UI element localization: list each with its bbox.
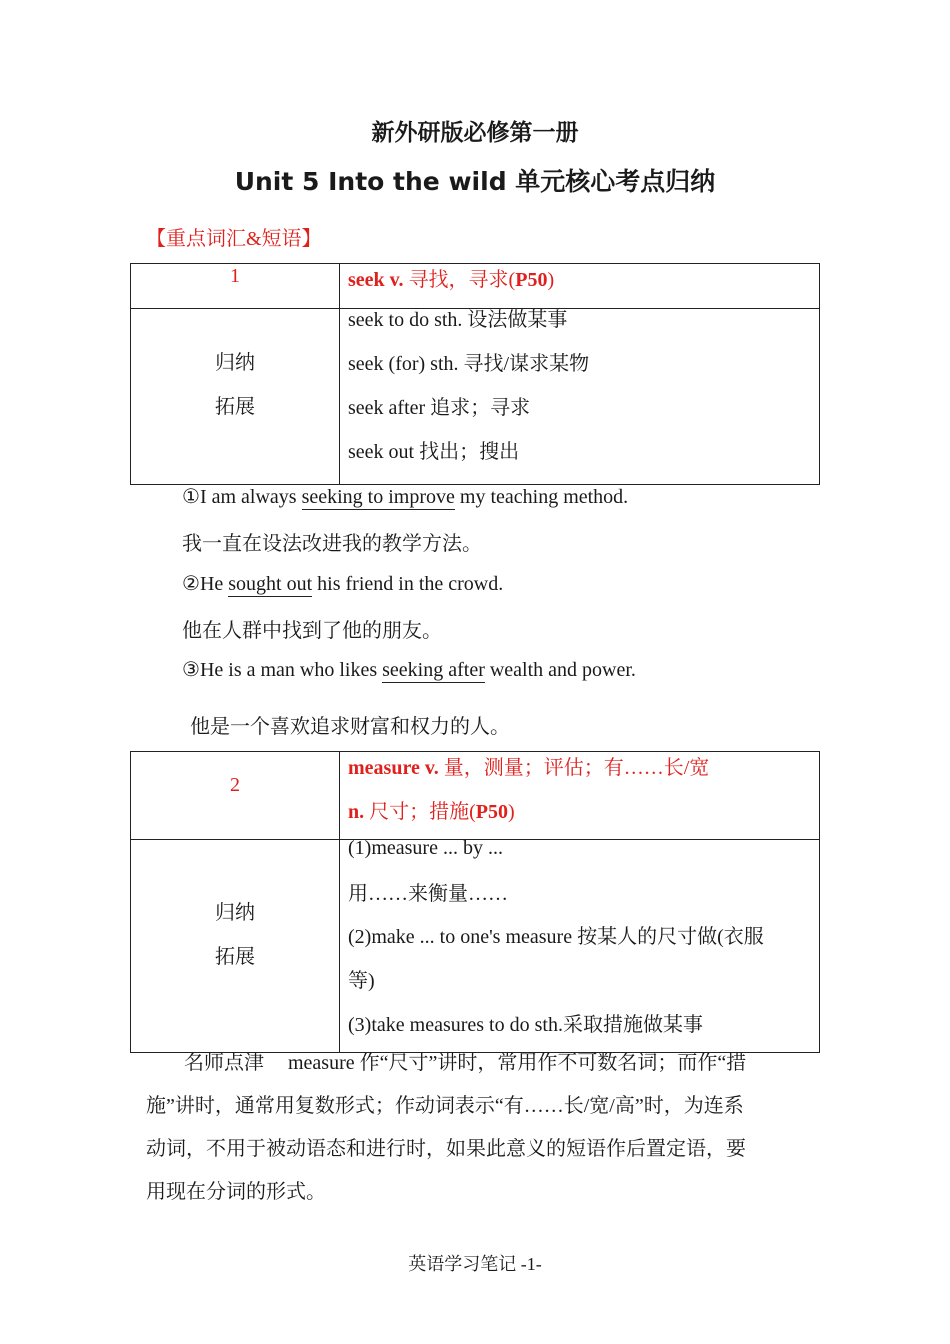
entry-number: 2 xyxy=(230,774,240,796)
example-sentence xyxy=(182,571,503,597)
headword: seek v. xyxy=(348,269,409,291)
example-translation: 他在人群中找到了他的朋友。 xyxy=(182,620,442,642)
page-footer: 英语学习笔记 -1- xyxy=(408,1254,542,1274)
headword-meaning: 寻找，寻求( xyxy=(408,269,516,291)
example-text: wealth and power. xyxy=(484,659,636,681)
page-ref-close: ) xyxy=(547,269,555,291)
document-title: 新外研版必修第一册 xyxy=(371,120,579,146)
underlined-phrase: sought out xyxy=(228,573,313,595)
entry-number: 1 xyxy=(230,265,240,287)
headword-meaning: 量，测量；评估；有……长/宽 xyxy=(443,757,710,779)
underlined-phrase: seeking after xyxy=(382,659,485,681)
headword-noun: n. xyxy=(348,801,370,823)
example-text: He xyxy=(199,573,229,595)
note-line: 施”讲时，通常用复数形式；作动词表示“有……长/宽/高”时，为连系 xyxy=(146,1095,744,1117)
example-translation: 我一直在设法改进我的教学方法。 xyxy=(182,533,482,555)
extension-label-line: 拓展 xyxy=(215,946,255,968)
headword-row xyxy=(348,263,554,292)
list-item: (1)measure ... by ... xyxy=(348,837,503,859)
note-label: 名师点津 xyxy=(184,1052,264,1074)
extension-label-line: 拓展 xyxy=(215,396,255,418)
extension-label xyxy=(131,341,339,429)
section-heading: 【重点词汇&短语】 xyxy=(146,228,322,250)
headword-row xyxy=(348,795,515,824)
list-item: 等) xyxy=(348,970,375,992)
headword-row xyxy=(348,751,709,780)
list-item: (2)make ... to one's measure 按某人的尺寸做(衣服 xyxy=(348,926,764,948)
example-text: He is a man who likes xyxy=(199,659,383,681)
page-ref: P50 xyxy=(515,269,548,291)
example-text: I am always xyxy=(199,486,302,508)
extension-label xyxy=(131,891,339,979)
list-item: seek after 追求；寻求 xyxy=(348,397,531,419)
list-item: seek (for) sth. 寻找/谋求某物 xyxy=(348,353,590,375)
example-marker: ③ xyxy=(182,659,200,681)
list-item: (3)take measures to do sth.采取措施做某事 xyxy=(348,1014,703,1036)
headword: measure v. xyxy=(348,757,444,779)
underlined-phrase: seeking to improve xyxy=(301,486,455,508)
teacher-note xyxy=(146,1042,810,1214)
unit-title: Unit 5 Into the wild 单元核心考点归纳 xyxy=(234,167,716,196)
example-sentence xyxy=(182,484,628,510)
extension-list xyxy=(348,298,589,474)
page-ref: P50 xyxy=(475,801,509,823)
table-divider xyxy=(339,751,340,1053)
example-text: his friend in the crowd. xyxy=(312,573,504,595)
page-ref-close: ) xyxy=(508,801,515,823)
extension-label-line: 归纳 xyxy=(215,352,255,374)
example-marker: ② xyxy=(182,573,200,595)
list-item: 用……来衡量…… xyxy=(348,883,508,905)
note-line: measure 作“尺寸”讲时，常用作不可数名词；而作“措 xyxy=(288,1052,747,1074)
extension-label-line: 归纳 xyxy=(215,902,255,924)
table-divider xyxy=(339,263,340,485)
example-sentence xyxy=(182,657,636,683)
headword-meaning: 尺寸；措施( xyxy=(369,801,476,823)
example-marker: ① xyxy=(182,486,200,508)
list-item: seek to do sth. 设法做某事 xyxy=(348,309,568,331)
note-line: 动词，不用于被动语态和进行时，如果此意义的短语作后置定语，要 xyxy=(146,1138,746,1160)
list-item: seek out 找出；搜出 xyxy=(348,441,520,463)
note-line: 用现在分词的形式。 xyxy=(146,1181,326,1203)
example-text: my teaching method. xyxy=(454,486,629,508)
example-translation: 他是一个喜欢追求财富和权力的人。 xyxy=(190,716,510,738)
